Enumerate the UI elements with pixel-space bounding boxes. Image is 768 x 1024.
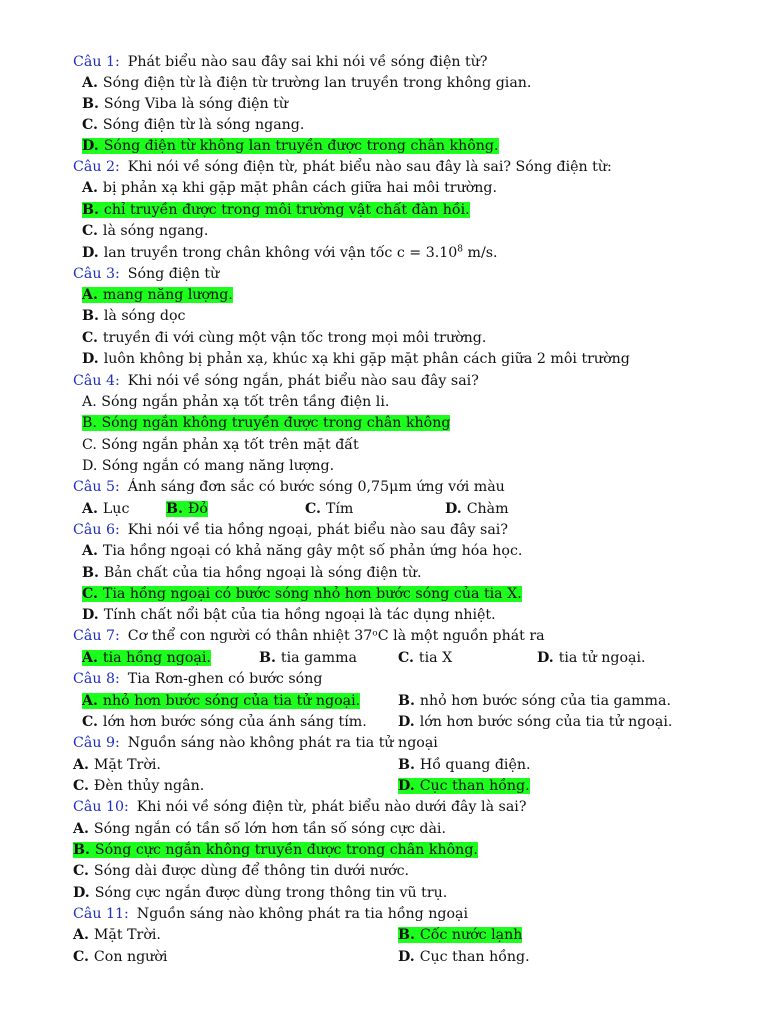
answer-body <box>305 501 353 517</box>
option-label: B. <box>398 693 420 709</box>
answer-option <box>166 499 208 520</box>
highlighted-answer <box>398 778 530 794</box>
answer-option <box>82 584 522 605</box>
question-number: Câu 7: <box>73 628 120 644</box>
option-label: C. <box>82 714 103 730</box>
highlighted-answer <box>82 287 233 303</box>
option-label: B. <box>73 842 95 858</box>
answer-option <box>82 200 470 221</box>
option-label: D. <box>82 245 104 261</box>
option-label: D. <box>82 351 104 367</box>
answer-body <box>82 75 531 91</box>
question-text: Khi nói về sóng điện từ, phát biểu nào sau đây là sai? Sóng điện từ: <box>127 159 612 175</box>
answer-option <box>82 499 129 520</box>
highlighted-answer <box>82 693 360 709</box>
answer-option <box>82 73 531 94</box>
highlighted-answer <box>82 202 470 218</box>
option-text: mang năng lượng. <box>102 287 233 303</box>
answer-body <box>73 757 161 773</box>
answer-body <box>537 650 646 666</box>
answer-option <box>82 115 304 136</box>
option-text: bị phản xạ khi gặp mặt phân cách giữa hai môi trường. <box>102 180 497 196</box>
option-label: A. <box>82 650 103 666</box>
option-label: A. <box>82 287 103 303</box>
answer-body <box>82 543 522 559</box>
answer-body <box>73 927 161 943</box>
answer-body <box>82 607 496 623</box>
option-text: nhỏ hơn bước sóng của tia gamma. <box>419 693 671 709</box>
question-stem <box>73 264 219 285</box>
option-text: Bản chất của tia hồng ngoại là sóng điện từ. <box>103 565 422 581</box>
option-label: D. <box>73 885 95 901</box>
option-text: Cục than hồng. <box>419 949 530 965</box>
option-label: C. <box>73 949 94 965</box>
answer-option <box>82 563 422 584</box>
option-text: Mặt Trời. <box>93 927 161 943</box>
answer-option <box>73 925 161 946</box>
option-label: B. <box>166 501 188 517</box>
question-number: Câu 9: <box>73 735 120 751</box>
answer-option <box>82 456 334 477</box>
answer-option <box>398 755 531 776</box>
option-text: chỉ truyền được trong môi trường vật chất đàn hồi. <box>103 202 470 218</box>
answer-body <box>73 778 204 794</box>
answer-option <box>73 840 478 861</box>
option-label: B. <box>398 927 420 943</box>
option-label: D. <box>82 607 104 623</box>
answer-option <box>73 755 161 776</box>
option-text: tia X <box>418 650 453 666</box>
question-text: Khi nói về sóng ngắn, phát biểu nào sau đây sai? <box>127 373 479 389</box>
option-text: Mặt Trời. <box>93 757 161 773</box>
answer-option <box>73 776 204 797</box>
option-label: C. <box>82 223 103 239</box>
option-text: tia tử ngoại. <box>558 650 646 666</box>
question-text: Nguồn sáng nào không phát ra tia hồng ngoại <box>136 906 469 922</box>
answer-body <box>82 437 359 453</box>
option-text: tia hồng ngoại. <box>102 650 211 666</box>
option-label: D. <box>537 650 559 666</box>
option-label: B. <box>82 415 102 431</box>
answer-option <box>398 925 522 946</box>
question-stem <box>73 797 526 818</box>
question-text: Ánh sáng đơn sắc có bước sóng 0,75μm ứng với màu <box>127 479 505 495</box>
option-text: Đèn thủy ngân. <box>93 778 205 794</box>
answer-option <box>82 285 233 306</box>
option-text: Sóng cực ngắn được dùng trong thông tin vũ trụ. <box>94 885 448 901</box>
question-number: Câu 10: <box>73 799 129 815</box>
option-text: Sóng dài được dùng để thông tin dưới nước. <box>93 863 410 879</box>
option-text: Sóng điện từ là sóng ngang. <box>102 117 305 133</box>
question-text: Sóng điện từ <box>127 266 220 282</box>
answer-body <box>82 351 630 367</box>
option-label: B. <box>398 757 420 773</box>
answer-body <box>259 650 357 666</box>
option-text: Con người <box>93 949 168 965</box>
answer-option <box>445 499 509 520</box>
answer-body <box>82 565 422 581</box>
option-label: D. <box>445 501 467 517</box>
option-text: Tia hồng ngoại có khả năng gây một số phản ứng hóa học. <box>102 543 523 559</box>
answer-option <box>73 883 447 904</box>
question-stem <box>73 669 322 690</box>
option-label: C. <box>82 437 102 453</box>
question-stem <box>73 52 487 73</box>
answer-body <box>82 96 288 112</box>
answer-body <box>73 885 447 901</box>
option-label: A. <box>82 394 102 410</box>
question-number: Câu 5: <box>73 479 120 495</box>
option-text: luôn không bị phản xạ, khúc xạ khi gặp mặt phân cách giữa 2 môi trường <box>103 351 630 367</box>
answer-option <box>82 712 367 733</box>
answer-option <box>398 691 671 712</box>
answer-option <box>82 243 498 264</box>
answer-body <box>82 180 497 196</box>
answer-option <box>82 392 389 413</box>
answer-option <box>73 861 409 882</box>
option-text: Sóng ngắn phản xạ tốt trên mặt đất <box>101 437 359 453</box>
answer-option <box>82 435 359 456</box>
answer-option <box>82 648 211 669</box>
question-stem <box>73 904 468 925</box>
answer-body <box>398 650 452 666</box>
answer-option <box>398 947 530 968</box>
option-text: Cục than hồng. <box>419 778 530 794</box>
answer-option <box>82 691 360 712</box>
option-text: lớn hơn bước sóng của ánh sáng tím. <box>102 714 367 730</box>
option-label: D. <box>398 714 420 730</box>
answer-body <box>398 714 672 730</box>
option-text: Sóng điện từ là điện từ trường lan truyền trong không gian. <box>102 75 532 91</box>
highlighted-answer <box>82 650 211 666</box>
option-text: Sóng điện từ không lan truyền được trong chân không. <box>103 138 499 154</box>
question-stem <box>73 520 508 541</box>
option-label: B. <box>259 650 281 666</box>
option-label: C. <box>305 501 326 517</box>
answer-body <box>445 501 509 517</box>
answer-option <box>82 541 522 562</box>
option-label: C. <box>82 586 103 602</box>
answer-option <box>259 648 357 669</box>
answer-option <box>82 328 486 349</box>
option-text: Sóng Viba là sóng điện từ <box>103 96 289 112</box>
answer-option <box>82 221 208 242</box>
option-label: B. <box>82 202 104 218</box>
option-label: C. <box>73 863 94 879</box>
answer-option <box>82 178 497 199</box>
option-label: C. <box>398 650 419 666</box>
question-number: Câu 4: <box>73 373 120 389</box>
answer-body <box>73 821 446 837</box>
option-text: Tím <box>325 501 354 517</box>
option-text: Sóng ngắn phản xạ tốt trên tầng điện li. <box>101 394 390 410</box>
highlighted-answer <box>82 138 499 154</box>
option-label: B. <box>82 565 104 581</box>
highlighted-answer <box>166 501 208 517</box>
answer-body <box>73 949 167 965</box>
answer-body <box>82 245 498 261</box>
answer-option <box>398 648 452 669</box>
answer-body <box>398 693 671 709</box>
option-label: B. <box>82 308 104 324</box>
option-text: Tính chất nổi bật của tia hồng ngoại là tác dụng nhiệt. <box>103 607 496 623</box>
question-number: Câu 8: <box>73 671 120 687</box>
option-label: C. <box>82 117 103 133</box>
answer-body <box>73 863 409 879</box>
answer-body <box>82 330 486 346</box>
answer-option <box>398 776 530 797</box>
option-text: Sóng cực ngắn không truyền được trong chân không. <box>94 842 478 858</box>
question-text: Khi nói về tia hồng ngoại, phát biểu nào sau đây sai? <box>127 522 508 538</box>
highlighted-answer <box>82 415 450 431</box>
question-stem <box>73 626 545 647</box>
option-label: A. <box>73 927 94 943</box>
answer-option <box>73 819 446 840</box>
option-text: truyền đi với cùng một vận tốc trong mọi môi trường. <box>102 330 487 346</box>
answer-body <box>82 308 186 324</box>
highlighted-answer <box>398 927 522 943</box>
option-label: A. <box>73 821 94 837</box>
question-number: Câu 6: <box>73 522 120 538</box>
option-text: Cốc nước lạnh <box>419 927 523 943</box>
question-text: Tia Rơn-ghen có bước sóng <box>127 671 323 687</box>
answer-option <box>537 648 646 669</box>
question-stem <box>73 477 505 498</box>
option-label: B. <box>82 96 104 112</box>
answer-body <box>398 949 530 965</box>
option-text: là sóng ngang. <box>102 223 209 239</box>
option-text: Sóng ngắn có tần số lớn hơn tần số sóng cực dài. <box>93 821 446 837</box>
question-text: Khi nói về sóng điện từ, phát biểu nào dưới đây là sai? <box>136 799 527 815</box>
option-text-after: m/s. <box>463 245 498 261</box>
option-label: C. <box>82 330 103 346</box>
answer-option <box>82 413 450 434</box>
option-label: D. <box>82 138 104 154</box>
option-text: Hồ quang điện. <box>419 757 531 773</box>
question-text: Phát biểu nào sau đây sai khi nói về sóng điện từ? <box>127 54 488 70</box>
option-label: A. <box>82 180 103 196</box>
option-text: tia gamma <box>280 650 357 666</box>
option-label: D. <box>398 949 420 965</box>
superscript: 8 <box>457 244 464 255</box>
option-label: C. <box>73 778 94 794</box>
question-stem <box>73 733 438 754</box>
option-label: D. <box>398 778 420 794</box>
option-label: A. <box>82 693 103 709</box>
answer-option <box>82 94 288 115</box>
answer-body <box>82 501 129 517</box>
highlighted-answer <box>73 842 478 858</box>
option-text: Chàm <box>466 501 509 517</box>
question-stem <box>73 371 479 392</box>
question-stem <box>73 157 612 178</box>
option-text: là sóng dọc <box>103 308 186 324</box>
question-number: Câu 3: <box>73 266 120 282</box>
answer-option <box>82 306 186 327</box>
question-text: Nguồn sáng nào không phát ra tia tử ngoại <box>127 735 438 751</box>
highlighted-answer <box>82 586 522 602</box>
answer-option <box>305 499 353 520</box>
answer-option <box>82 349 630 370</box>
answer-option <box>398 712 672 733</box>
option-text: Tia hồng ngoại có bước sóng nhỏ hơn bước sóng của tia X. <box>102 586 522 602</box>
option-label: A. <box>73 757 94 773</box>
question-number: Câu 11: <box>73 906 129 922</box>
answer-body <box>82 223 208 239</box>
answer-body <box>82 458 334 474</box>
option-label: A. <box>82 501 103 517</box>
answer-option <box>82 136 499 157</box>
question-number: Câu 2: <box>73 159 120 175</box>
answer-option <box>82 605 496 626</box>
question-text: Cơ thể con người có thân nhiệt 37ᵒC là một nguồn phát ra <box>127 628 545 644</box>
option-text: lan truyền trong chân không với vận tốc c = 3.10 <box>103 245 458 261</box>
answer-body <box>82 117 304 133</box>
option-text: Sóng ngắn không truyền được trong chân không <box>101 415 451 431</box>
option-text: nhỏ hơn bước sóng của tia tử ngoại. <box>102 693 361 709</box>
answer-body <box>398 757 531 773</box>
option-text: Sóng ngắn có mang năng lượng. <box>101 458 335 474</box>
option-text: lớn hơn bước sóng của tia tử ngoại. <box>419 714 673 730</box>
option-label: A. <box>82 543 103 559</box>
option-text: Đỏ <box>187 501 208 517</box>
question-number: Câu 1: <box>73 54 120 70</box>
option-label: D. <box>82 458 102 474</box>
answer-body <box>82 394 389 410</box>
option-text: Lục <box>102 501 130 517</box>
option-label: A. <box>82 75 103 91</box>
answer-option <box>73 947 167 968</box>
answer-body <box>82 714 367 730</box>
